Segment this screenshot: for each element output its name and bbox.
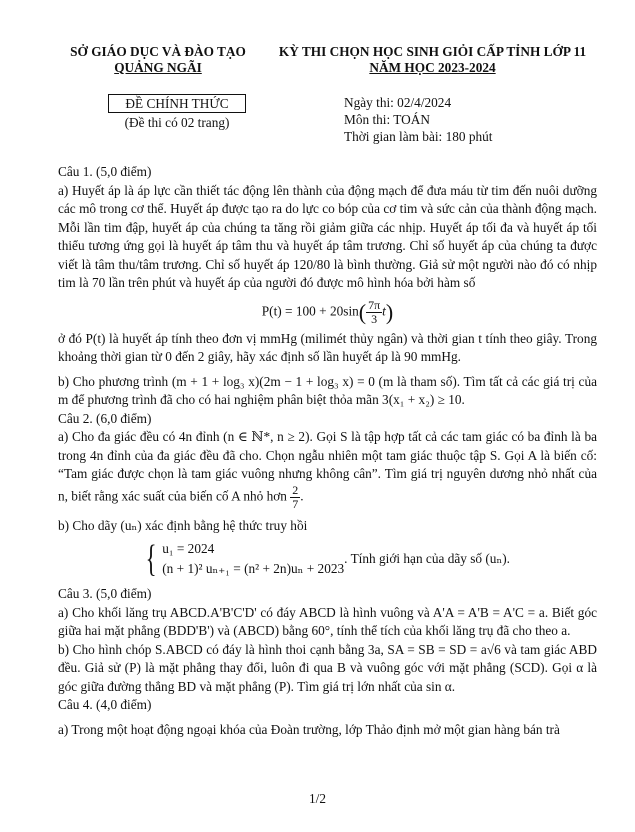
question-1a-after: ở đó P(t) là huyết áp tính theo đơn vị mmHg (milimét thủy ngân) và thời gian t tính theo giây. Trong khoảng thời gian từ 0 đến 2 giây, hãy xác định số lần huyết áp là 90 mmHg.	[58, 330, 597, 364]
question-3-title: Câu 3. (5,0 điểm)	[58, 586, 152, 601]
question-3a-text: a) Cho khối lăng trụ ABCD.A'B'C'D' có đáy ABCD là hình vuông và A'A = A'B = A'C = a. Biết góc giữa hai mặt phẳng (BDD'B') và (ABCD) bằng 60°, tính thể tích của khối lăng trụ đã cho theo a.	[58, 604, 597, 638]
page-number: 1/2	[309, 791, 326, 806]
page-count-note: (Đề thi có 02 trang)	[124, 114, 230, 130]
formula-numerator: 7π	[368, 297, 381, 312]
question-2-title: Câu 2. (6,0 điểm)	[58, 410, 152, 426]
exam-info	[344, 94, 492, 145]
department-name: SỞ GIÁO DỤC VÀ ĐÀO TẠO	[70, 44, 246, 59]
header	[58, 44, 597, 76]
question-2b-intro: b) Cho dãy (uₙ) xác định bằng hệ thức truy hồi	[58, 517, 308, 533]
exam-subject: Môn thi: TOÁN	[344, 112, 430, 127]
brace-symbol: {	[145, 538, 157, 580]
formula-denominator: 3	[371, 311, 378, 326]
question-2	[58, 410, 597, 580]
recurrence-line-1: u₁ = 2024	[162, 541, 215, 556]
exam-date: Ngày thi: 02/4/2024	[344, 95, 452, 110]
exam-title-block	[268, 44, 597, 76]
recurrence-after: . Tính giới hạn của dãy số (uₙ).	[344, 550, 510, 566]
question-2a-body: a) Cho đa giác đều có 4n đỉnh (n ∈ ℕ*, n ≥ 2). Gọi S là tập hợp tất cả các tam giác có ba đỉnh là ba trong 4n đỉnh của đa giác đều đã cho. Chọn ngẫu nhiên một tam giác thuộc tập S. Gọi A là biến cố: “Tam giác được chọn là tam giác vuông nhưng không cân”. Tìm giá trị nguyên dương nhỏ nhất của n, biết rằng xác suất của biến cố A nhỏ hơn	[58, 429, 597, 504]
probability-denominator: 7	[292, 496, 299, 511]
question-3b-text: b) Cho hình chóp S.ABCD có đáy là hình thoi cạnh bằng 3a, SA = SB = SD = a√6 và tam giác ABD đều. Giả sử (P) là mặt phẳng thay đổi, luôn đi qua B và vuông góc với mặt phẳng (SCD). Gọi α là góc giữa đường thẳng BD và mặt phẳng (P). Tìm giá trị lớn nhất của sin α.	[58, 641, 597, 694]
question-1-title: Câu 1. (5,0 điểm)	[58, 164, 152, 179]
official-stamp: ĐỀ CHÍNH THỨC	[108, 94, 245, 113]
recurrence-system	[142, 539, 510, 579]
exam-duration: Thời gian làm bài: 180 phút	[344, 129, 493, 144]
exam-title: KỲ THI CHỌN HỌC SINH GIỎI CẤP TỈNH LỚP 11	[278, 44, 587, 59]
official-block	[72, 94, 282, 145]
probability-numerator: 2	[292, 482, 299, 497]
department-block	[58, 44, 258, 76]
question-1	[58, 163, 597, 410]
question-4	[58, 696, 597, 739]
official-row	[58, 94, 597, 145]
question-4a-text: a) Trong một hoạt động ngoại khóa của Đoàn trường, lớp Thảo định mở một gian hàng bán trà	[58, 721, 560, 737]
blood-pressure-formula: P(t) = 100 + 20sin( $\frac{7\pi}{3}$ t)	[261, 297, 394, 326]
province-name: QUẢNG NGÃI	[114, 60, 202, 75]
recurrence-line-2: (n + 1)² uₙ₊₁ = (n² + 2n)uₙ + 2023	[162, 561, 345, 576]
formula-lhs: P(t) = 100 + 20sin	[261, 303, 359, 319]
question-3	[58, 585, 597, 696]
question-4-title: Câu 4. (4,0 điểm)	[58, 697, 152, 712]
question-1b-text: b) Cho phương trình (m + 1 + log₃ x)(2m − 1 + log₃ x) = 0 (m là tham số). Tìm tất cả các giá trị của m để phương trình đã cho có hai nghiệm phân biệt thỏa mãn 3(x₁ + x₂) ≥ 10.	[58, 373, 597, 407]
school-year: NĂM HỌC 2023-2024	[369, 60, 496, 75]
question-2a-text: a) Cho đa giác đều có 4n đỉnh (n ∈ ℕ*, n ≥ 2). Gọi S là tập hợp tất cả các tam giác có ba đỉnh là ba trong 4n đỉnh của đa giác đều đã cho. Chọn ngẫu nhiên một tam giác thuộc tập S. Gọi A là biến cố: “Tam giác được chọn là tam giác vuông nhưng không cân”. Tìm giá trị nguyên dương nhỏ nhất của n, biết rằng xác suất của biến cố A nhỏ hơn $\frac{2}{7}$ .	[58, 429, 597, 511]
question-1a-text: a) Huyết áp là áp lực cần thiết tác động lên thành của động mạch để đưa máu từ tim đến nuôi dưỡng các mô trong cơ thể. Huyết áp được tạo ra do lực co bóp của cơ tim và sức cản của thành động mạch. Mỗi lần tim đập, huyết áp của chúng ta tăng rồi giảm giữa các nhịp. Huyết áp tối đa và huyết áp tối thiểu tương ứng gọi là huyết áp tâm thu và huyết áp tâm trương. Chỉ số huyết áp của chúng ta được viết là tâm thu/tâm trương. Chỉ số huyết áp 120/80 là bình thường. Giả sử một người nào đó có nhịp tim là 70 lần trên phút và huyết áp của người đó được mô hình hóa bởi hàm số	[58, 182, 597, 290]
formula-variable: t	[382, 303, 386, 319]
